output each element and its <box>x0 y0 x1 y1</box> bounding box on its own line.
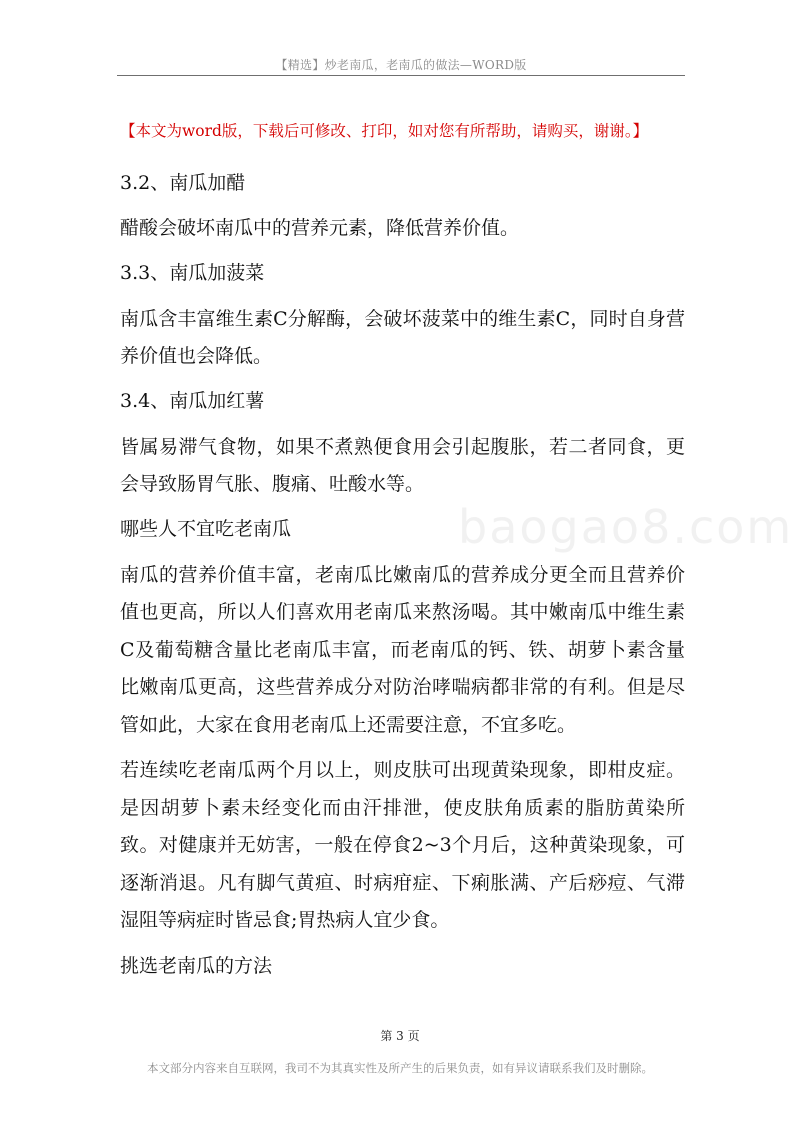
section-text-who-1: 南瓜的营养价值丰富，老南瓜比嫩南瓜的营养成分更全而且营养价值也更高，所以人们喜欢用老南瓜来熬汤喝。其中嫩南瓜中维生素C及葡萄糖含量比老南瓜丰富，而老南瓜的钙、铁、胡萝卜素含量比嫩南瓜更高，这些营养成分对防治哮喘病都非常的有利。但是尽管如此，大家在食用老南瓜上还需要注意，不宜多吃。 <box>120 563 685 736</box>
watermark-text: baogao8.com <box>458 500 794 554</box>
section-text-3-4: 皆属易滞气食物，如果不煮熟便食用会引起腹胀，若二者同食，更会导致肠胃气胀、腹痛、吐酸水等。 <box>120 435 685 496</box>
download-notice: 【本文为word版，下载后可修改、打印，如对您有所帮助，请购买，谢谢。】 <box>120 122 649 140</box>
document-body <box>120 165 685 985</box>
header-divider <box>117 75 685 76</box>
section-heading-3-3: 3.3、南瓜加菠菜 <box>120 262 265 285</box>
section-text-3-2: 醋酸会破坏南瓜中的营养元素，降低营养价值。 <box>120 217 520 240</box>
section-heading-3-4: 3.4、南瓜加红薯 <box>120 390 265 413</box>
page-header-title: 【精选】炒老南瓜，老南瓜的做法—WORD版 <box>275 58 527 72</box>
section-heading-who: 哪些人不宜吃老南瓜 <box>120 518 292 541</box>
section-text-3-3: 南瓜含丰富维生素C分解酶，会破坏菠菜中的维生素C，同时自身营养价值也会降低。 <box>120 307 685 368</box>
section-text-who-2: 若连续吃老南瓜两个月以上，则皮肤可出现黄染现象，即柑皮症。是因胡萝卜素未经变化而由汗排泄，使皮肤角质素的脂肪黄染所致。对健康并无妨害，一般在停食2~3个月后，这种黄染现象，可逐渐消退。凡有脚气黄疸、时病疳症、下痢胀满、产后痧痘、气滞湿阻等病症时皆忌食;胃热病人宜少食。 <box>120 759 685 932</box>
section-heading-3-2: 3.2、南瓜加醋 <box>120 172 246 194</box>
page-footer-disclaimer: 本文部分内容来自互联网，我司不为其真实性及所产生的后果负责，如有异议请联系我们及时删除。 <box>147 1061 653 1075</box>
page-number: 第 3 页 <box>380 1029 420 1043</box>
section-heading-choose: 挑选老南瓜的方法 <box>120 954 273 977</box>
